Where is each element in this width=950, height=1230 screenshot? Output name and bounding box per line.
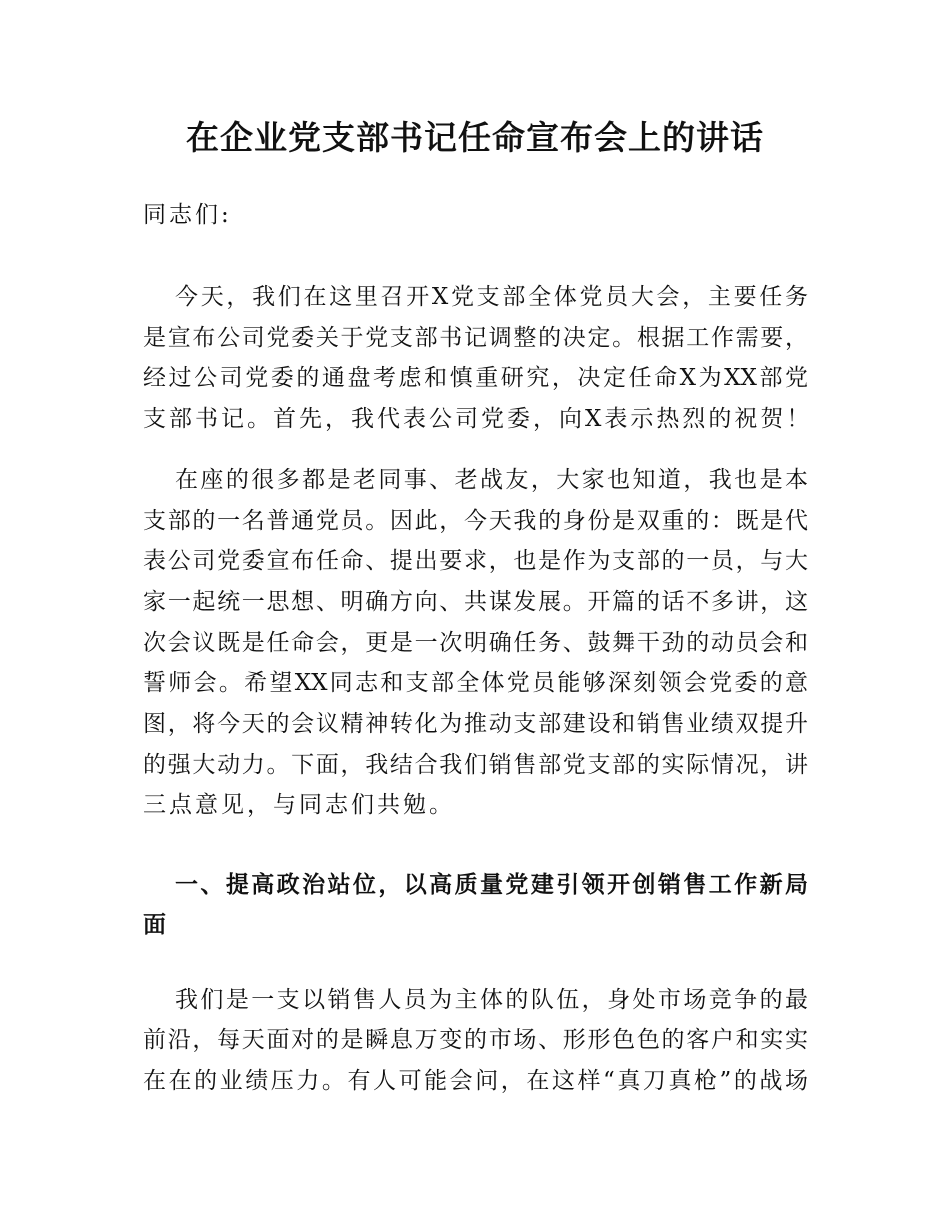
text-line: 三点意见，与同志们共勉。 bbox=[143, 792, 455, 818]
text-line: 今天，我们在这里召开X党支部全体党员大会，主要任务 bbox=[175, 284, 808, 310]
heading-line: 面 bbox=[143, 912, 169, 938]
text-line: 家一起统一思想、明确方向、共谋发展。开篇的话不多讲，这 bbox=[143, 589, 808, 615]
text-line: 前沿，每天面对的是瞬息万变的市场、形形色色的客户和实实 bbox=[143, 1027, 808, 1053]
text-line: 在在的业绩压力。有人可能会问，在这样“真刀真枪”的战场 bbox=[143, 1068, 808, 1094]
text-line: 誓师会。希望XX同志和支部全体党员能够深刻领会党委的意 bbox=[143, 670, 808, 696]
salutation: 同志们: bbox=[143, 202, 232, 228]
text-line: 次会议既是任命会，更是一次明确任务、鼓舞干劲的动员会和 bbox=[143, 630, 808, 656]
text-line: 支部的一名普通党员。因此，今天我的身份是双重的：既是代 bbox=[143, 508, 808, 534]
document-title: 在企业党支部书记任命宣布会上的讲话 bbox=[186, 118, 764, 157]
text-line: 表公司党委宣布任命、提出要求，也是作为支部的一员，与大 bbox=[143, 548, 808, 574]
text-line: 支部书记。首先，我代表公司党委，向X表示热烈的祝贺！ bbox=[143, 406, 813, 432]
text-line: 在座的很多都是老同事、老战友，大家也知道，我也是本 bbox=[175, 467, 808, 493]
text-line: 是宣布公司党委关于党支部书记调整的决定。根据工作需要， bbox=[143, 325, 808, 351]
text-line: 的强大动力。下面，我结合我们销售部党支部的实际情况，讲 bbox=[143, 752, 808, 778]
text-line: 经过公司党委的通盘考虑和慎重研究，决定任命X为XX部党 bbox=[143, 365, 808, 391]
heading-line: 一、提高政治站位，以高质量党建引领开创销售工作新局 bbox=[175, 872, 808, 898]
text-line: 我们是一支以销售人员为主体的队伍，身处市场竞争的最 bbox=[175, 987, 808, 1013]
text-line: 图，将今天的会议精神转化为推动支部建设和销售业绩双提升 bbox=[143, 711, 808, 737]
